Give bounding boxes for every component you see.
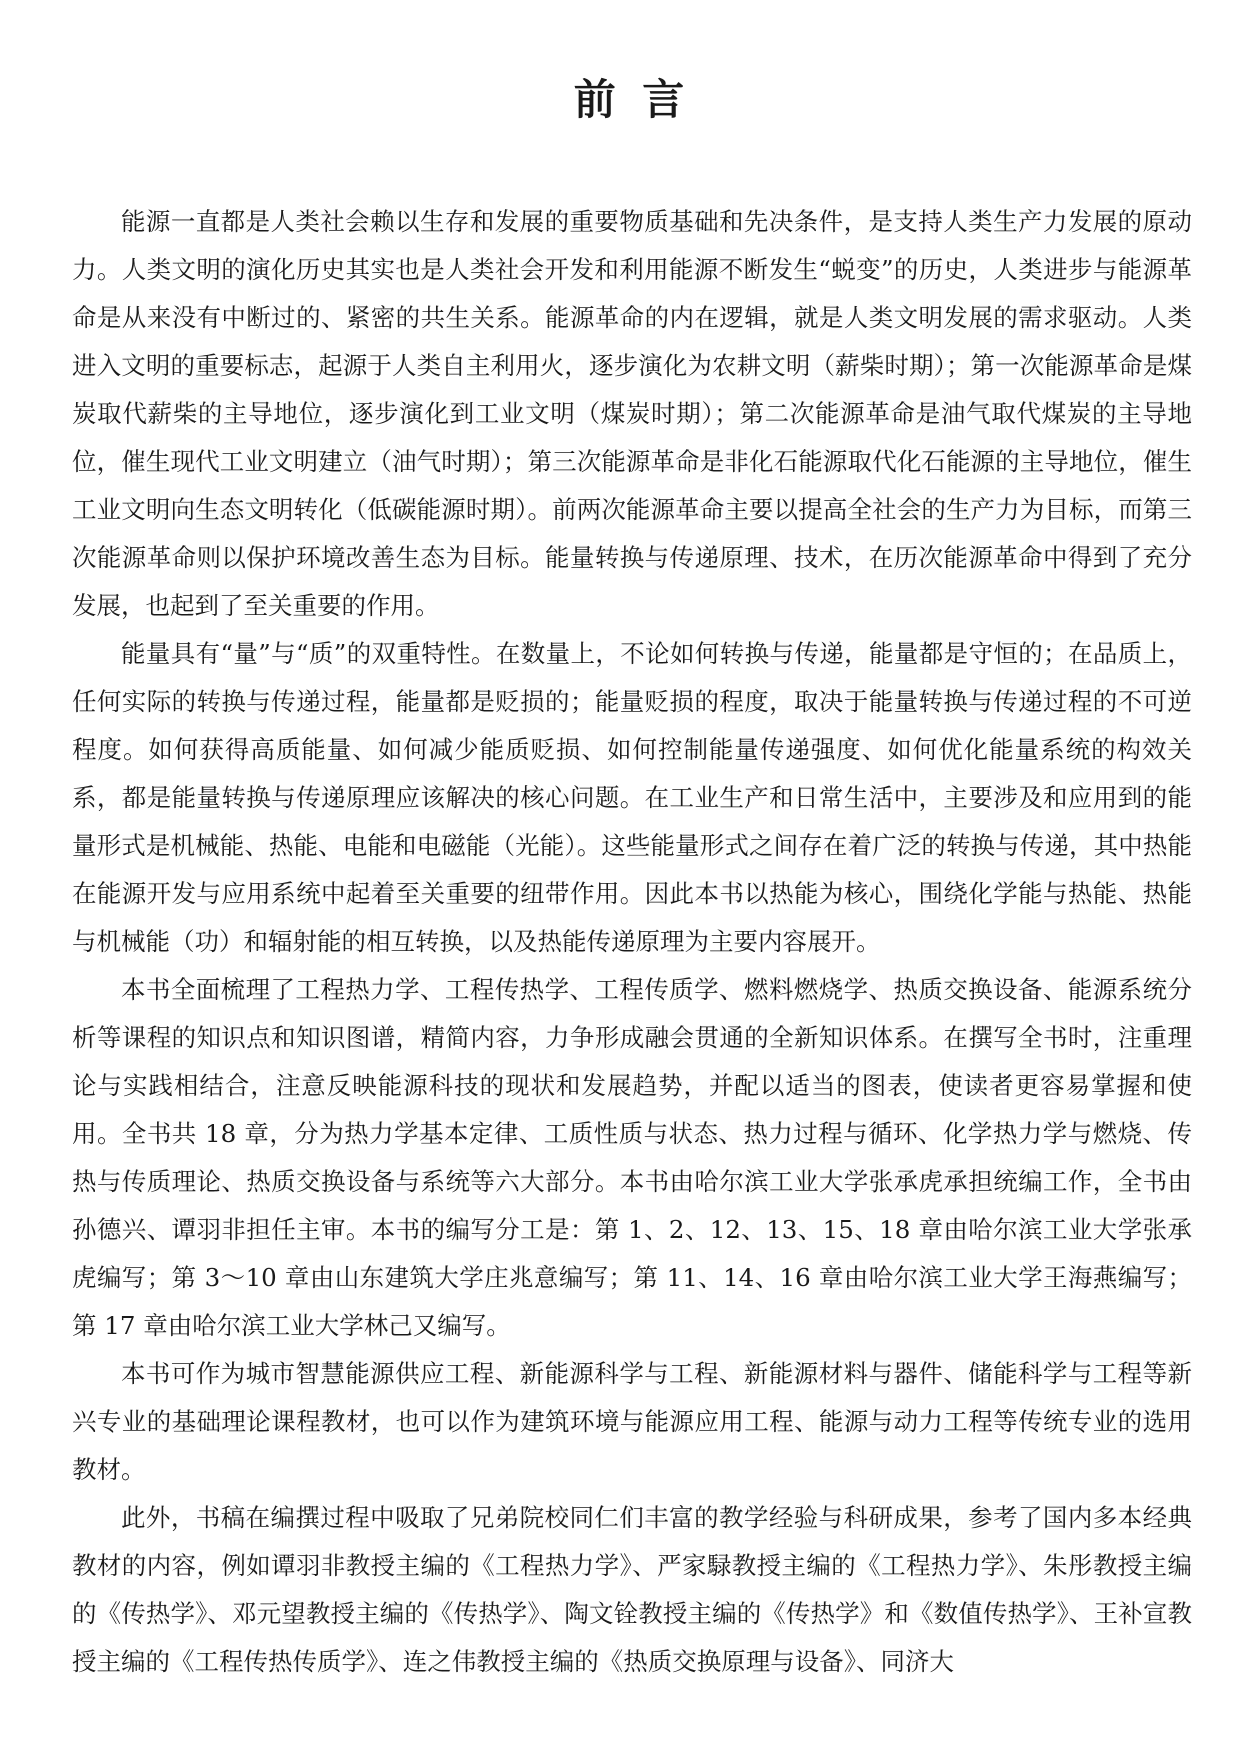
paragraph-4: 本书可作为城市智慧能源供应工程、新能源科学与工程、新能源材料与器件、储能科学与工程等新兴专业的基础理论课程教材，也可以作为建筑环境与能源应用工程、能源与动力工程等传统专业的选用教材。 [72, 1359, 1192, 1484]
paragraph-3: 本书全面梳理了工程热力学、工程传热学、工程传质学、燃料燃烧学、热质交换设备、能源系统分析等课程的知识点和知识图谱，精简内容，力争形成融会贯通的全新知识体系。在撰写全书时，注重理论与实践相结合，注意反映能源科技的现状和发展趋势，并配以适当的图表，使读者更容易掌握和使用。全书共 18 章，分为热力学基本定律、工质性质与状态、热力过程与循环、化学热力学与燃烧、传热与传质理论、热质交换设备与系统等六大部分。本书由哈尔滨工业大学张承虎承担统编工作，全书由孙德兴、谭羽非担任主审。本书的编写分工是：第 1、2、12、13、15、18 章由哈尔滨工业大学张承虎编写；第 3～10 章由山东建筑大学庄兆意编写；第 11、14、16 章由哈尔滨工业大学王海燕编写；第 17 章由哈尔滨工业大学林己又编写。 [72, 975, 1192, 1340]
preface-body [72, 198, 1192, 1686]
paragraph-1: 能源一直都是人类社会赖以生存和发展的重要物质基础和先决条件，是支持人类生产力发展的原动力。人类文明的演化历史其实也是人类社会开发和利用能源不断发生“蜕变”的历史，人类进步与能源革命是从来没有中断过的、紧密的共生关系。能源革命的内在逻辑，就是人类文明发展的需求驱动。人类进入文明的重要标志，起源于人类自主利用火，逐步演化为农耕文明（薪柴时期）；第一次能源革命是煤炭取代薪柴的主导地位，逐步演化到工业文明（煤炭时期）；第二次能源革命是油气取代煤炭的主导地位，催生现代工业文明建立（油气时期）；第三次能源革命是非化石能源取代化石能源的主导地位，催生工业文明向生态文明转化（低碳能源时期）。前两次能源革命主要以提高全社会的生产力为目标，而第三次能源革命则以保护环境改善生态为目标。能量转换与传递原理、技术，在历次能源革命中得到了充分发展，也起到了至关重要的作用。 [72, 207, 1192, 620]
paragraph-2: 能量具有“量”与“质”的双重特性。在数量上，不论如何转换与传递，能量都是守恒的；在品质上，任何实际的转换与传递过程，能量都是贬损的；能量贬损的程度，取决于能量转换与传递过程的不可逆程度。如何获得高质能量、如何减少能质贬损、如何控制能量传递强度、如何优化能量系统的构效关系，都是能量转换与传递原理应该解决的核心问题。在工业生产和日常生活中，主要涉及和应用到的能量形式是机械能、热能、电能和电磁能（光能）。这些能量形式之间存在着广泛的转换与传递，其中热能在能源开发与应用系统中起着至关重要的纽带作用。因此本书以热能为核心，围绕化学能与热能、热能与机械能（功）和辐射能的相互转换，以及热能传递原理为主要内容展开。 [72, 639, 1192, 956]
paragraph-5: 此外，书稿在编撰过程中吸取了兄弟院校同仁们丰富的教学经验与科研成果，参考了国内多本经典教材的内容，例如谭羽非教授主编的《工程热力学》、严家騄教授主编的《工程热力学》、朱彤教授主编的《传热学》、邓元望教授主编的《传热学》、陶文铨教授主编的《传热学》和《数值传热学》、王补宣教授主编的《工程传热传质学》、连之伟教授主编的《热质交换原理与设备》、同济大 [72, 1503, 1192, 1676]
page-title: 前 言 [573, 75, 691, 124]
